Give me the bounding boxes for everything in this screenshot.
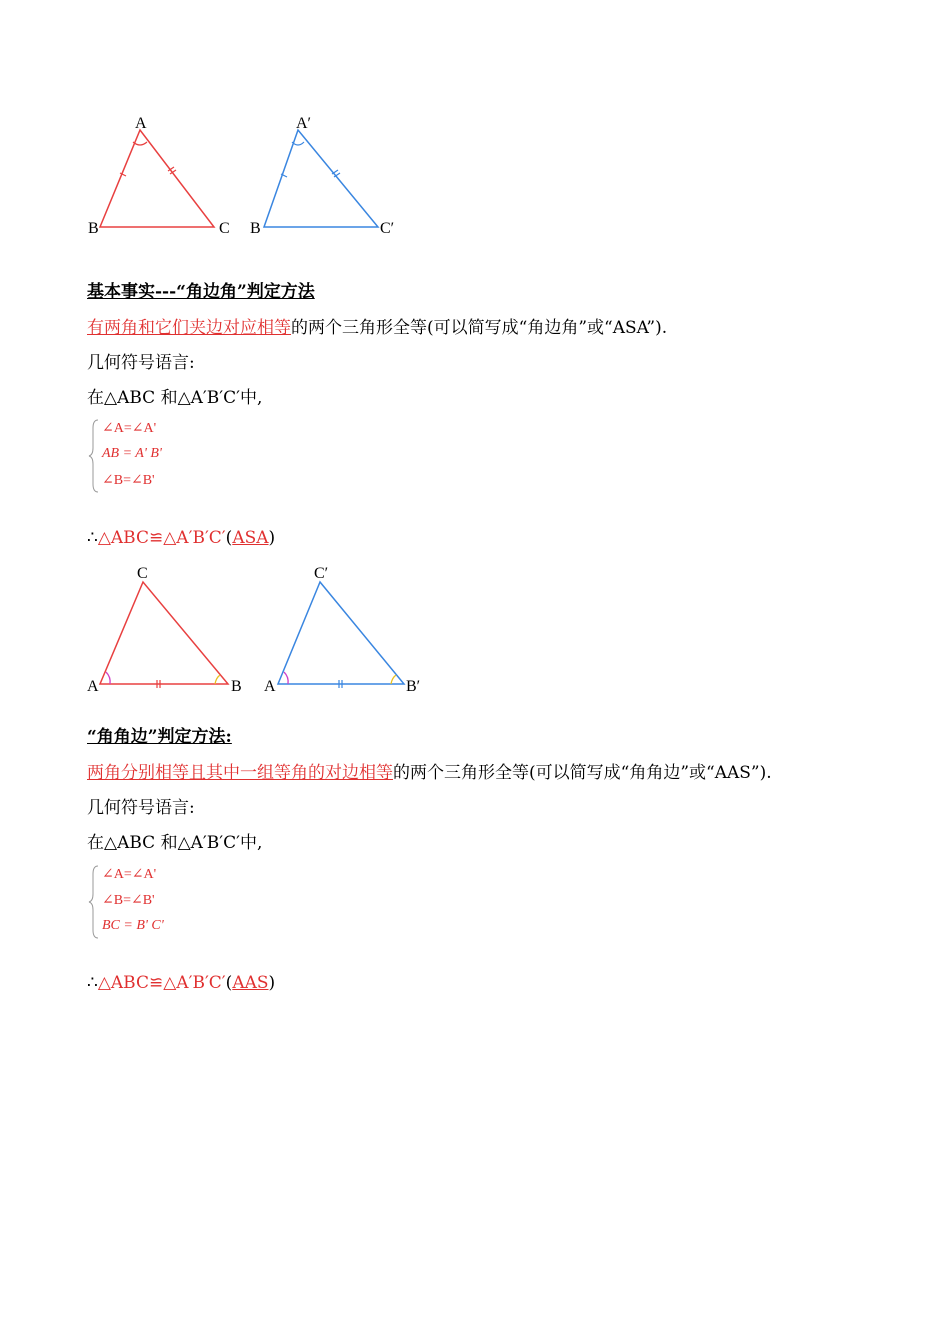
label-a: A <box>135 115 147 132</box>
aas-statement <box>87 758 772 783</box>
left-brace-icon <box>88 418 100 494</box>
angle-a2-mark-aas <box>284 672 288 684</box>
aas-statement-rest: 的两个三角形全等(可以简写成“角角边”或“AAS”). <box>393 763 772 783</box>
label-b2: B <box>250 220 261 237</box>
label-a2-aas: A <box>264 678 276 695</box>
label-c2-aas: C′ <box>314 565 329 582</box>
triangle-abc <box>100 130 214 227</box>
asa-condition-1: ∠A=∠A' <box>102 421 157 436</box>
angle-b2-mark-aas <box>391 675 396 684</box>
aas-symbol-language-label: 几何符号语言: <box>87 798 195 818</box>
asa-statement <box>87 313 667 338</box>
asa-reason: ASA <box>232 528 269 548</box>
aas-paren-open: ( <box>225 973 233 993</box>
asa-therefore: ∴ <box>87 528 98 548</box>
asa-context: 在△ABC 和△A′B′C′中, <box>87 388 263 408</box>
asa-condition-2: AB = A' B' <box>102 446 162 461</box>
label-c2: C′ <box>380 220 395 237</box>
left-brace-icon <box>88 864 100 940</box>
asa-condition-system <box>88 418 208 494</box>
label-b: B <box>88 220 99 237</box>
aas-context: 在△ABC 和△A′B′C′中, <box>87 833 263 853</box>
asa-conclusion-main: △ABC≌△A′B′C′ <box>97 528 226 548</box>
asa-statement-rest: 的两个三角形全等(可以简写成“角边角”或“ASA”). <box>291 318 668 338</box>
aas-triangles-figure <box>80 560 440 700</box>
aas-conclusion-main: △ABC≌△A′B′C′ <box>97 973 226 993</box>
label-a2: A′ <box>296 115 312 132</box>
aas-paren-close: ) <box>268 973 276 993</box>
asa-triangles-figure <box>80 110 420 245</box>
aas-conclusion <box>87 973 275 993</box>
label-c: C <box>219 220 230 237</box>
angle-a-mark-aas <box>106 672 110 684</box>
aas-condition-system <box>88 864 208 940</box>
triangle-abc-aas <box>100 582 228 684</box>
aas-condition-2: ∠B=∠B' <box>102 893 155 908</box>
aas-condition-1: ∠A=∠A' <box>102 867 157 882</box>
label-b2-aas: B′ <box>406 678 421 695</box>
asa-statement-highlight: 有两角和它们夹边对应相等 <box>87 318 291 338</box>
asa-heading: 基本事实---“角边角”判定方法 <box>87 282 315 302</box>
label-a-aas: A <box>87 678 99 695</box>
aas-heading: “角角边”判定方法: <box>87 727 232 747</box>
triangle-a2b2c2-aas <box>278 582 404 684</box>
aas-therefore: ∴ <box>87 973 98 993</box>
aas-reason: AAS <box>232 973 269 993</box>
label-b-aas: B <box>231 678 242 695</box>
triangle-a2b2c2 <box>264 130 378 227</box>
asa-condition-3: ∠B=∠B' <box>102 473 155 488</box>
label-c-aas: C <box>137 565 148 582</box>
asa-paren-close: ) <box>268 528 276 548</box>
asa-conclusion <box>87 528 275 548</box>
aas-condition-3: BC = B' C' <box>102 918 164 933</box>
asa-symbol-language-label: 几何符号语言: <box>87 353 195 373</box>
asa-paren-open: ( <box>225 528 233 548</box>
aas-statement-highlight: 两角分别相等且其中一组等角的对边相等 <box>87 763 393 783</box>
angle-b-mark-aas <box>215 675 220 684</box>
